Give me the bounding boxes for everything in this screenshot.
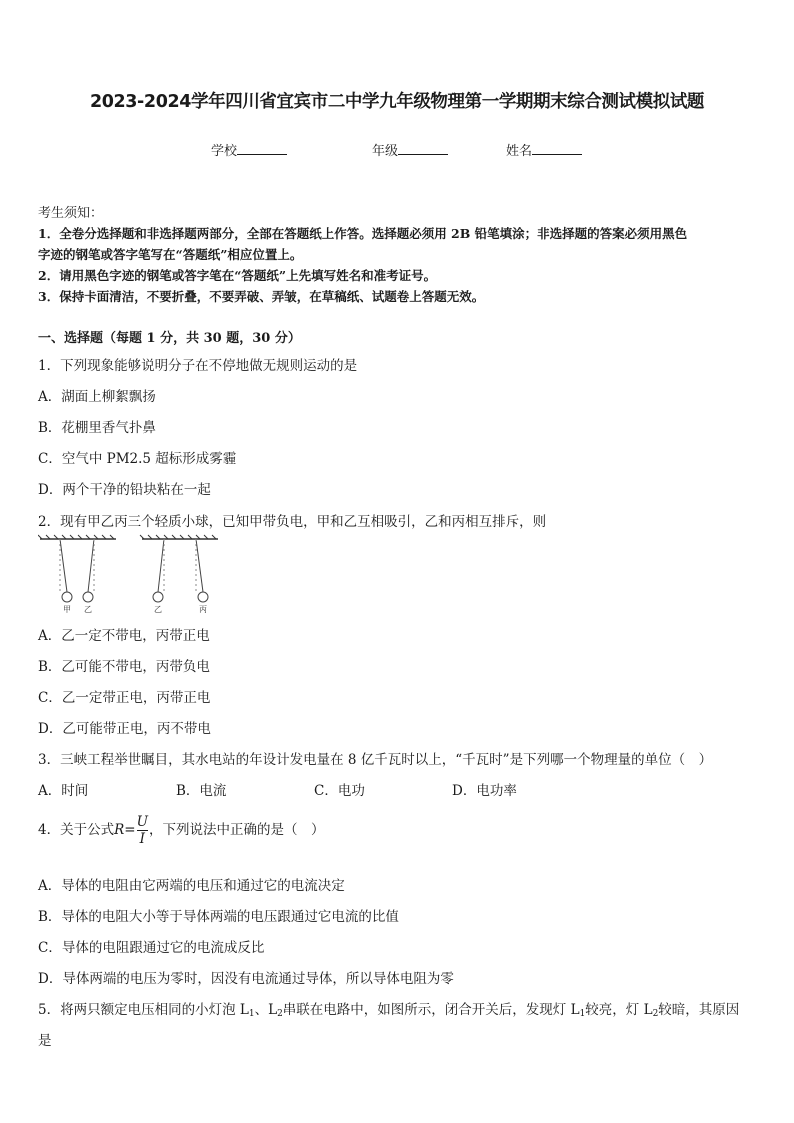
q4-option-b: B．导体的电阻大小等于导体两端的电压跟通过它电流的比值 bbox=[38, 909, 399, 925]
question-4-stem bbox=[38, 814, 324, 847]
q5-subscript: 2 bbox=[652, 1009, 659, 1019]
thread-jia bbox=[60, 539, 67, 592]
grade-blank[interactable] bbox=[398, 141, 448, 155]
q4-stem-prefix: 4．关于公式 bbox=[38, 822, 115, 838]
formula-fraction bbox=[137, 814, 148, 847]
school-field[interactable] bbox=[211, 140, 287, 159]
formula-denominator: I bbox=[139, 831, 145, 847]
grade-label: 年级 bbox=[372, 144, 399, 159]
name-label: 姓名 bbox=[506, 144, 533, 159]
q2-option-c: C．乙一定带正电，丙带正电 bbox=[38, 690, 211, 706]
question-5-stem bbox=[38, 998, 739, 1019]
ball-jia bbox=[62, 592, 72, 602]
question-3-stem: 3．三峡工程举世瞩目，其水电站的年设计发电量在 8 亿千瓦时以上，“千瓦时”是下列哪一个物理量的单位（ ） bbox=[38, 752, 713, 768]
q3-option-a: A．时间 bbox=[38, 783, 89, 799]
q2-option-d: D．乙可能带正电，丙不带电 bbox=[38, 721, 211, 737]
label-jia: 甲 bbox=[63, 605, 71, 614]
q4-option-d: D．导体两端的电压为零时，因没有电流通过导体，所以导体电阻为零 bbox=[38, 971, 454, 987]
ball-yi-left bbox=[83, 592, 93, 602]
q3-option-b: B．电流 bbox=[176, 783, 227, 799]
q3-option-c: C．电功 bbox=[314, 783, 365, 799]
q1-option-b: B．花棚里香气扑鼻 bbox=[38, 420, 156, 436]
thread-yi-right bbox=[158, 539, 164, 592]
label-bing: 丙 bbox=[199, 605, 207, 614]
question-1-stem: 1．下列现象能够说明分子在不停地做无规则运动的是 bbox=[38, 358, 358, 374]
name-blank[interactable] bbox=[532, 141, 582, 155]
left-support bbox=[38, 535, 116, 539]
q4-stem-suffix: ，下列说法中正确的是（ ） bbox=[148, 822, 325, 838]
label-yi-right: 乙 bbox=[154, 605, 162, 614]
notice-line: 2．请用黑色字迹的钢笔或答字笔在“答题纸”上先填写姓名和准考证号。 bbox=[38, 268, 437, 283]
name-field[interactable] bbox=[506, 140, 582, 159]
thread-yi-left bbox=[88, 539, 94, 592]
q1-option-a: A．湖面上柳絮飘扬 bbox=[38, 389, 156, 405]
ball-yi-right bbox=[153, 592, 163, 602]
notice-line: 1．全卷分选择题和非选择题两部分，全部在答题纸上作答。选择题必须用 2B 铅笔填涂；非选择题的答案必须用黑色 bbox=[38, 226, 688, 241]
thread-bing bbox=[196, 539, 203, 592]
q5-text: 较亮，灯 L bbox=[585, 1002, 653, 1018]
q1-option-c: C．空气中 PM2.5 超标形成雾霾 bbox=[38, 451, 237, 467]
q1-option-d: D．两个干净的铅块粘在一起 bbox=[38, 482, 211, 498]
ball-bing bbox=[198, 592, 208, 602]
q5-text: 5．将两只额定电压相同的小灯泡 L bbox=[38, 1002, 249, 1018]
notice-line: 字迹的钢笔或答字笔写在“答题纸”相应位置上。 bbox=[38, 247, 303, 262]
page-title: 2023-2024学年四川省宜宾市二中学九年级物理第一学期期末综合测试模拟试题 bbox=[89, 92, 705, 112]
question-2-stem: 2．现有甲乙丙三个轻质小球，已知甲带负电，甲和乙互相吸引，乙和丙相互排斥，则 bbox=[38, 514, 547, 530]
q5-text: 、L bbox=[254, 1002, 278, 1018]
q4-option-a: A．导体的电阻由它两端的电压和通过它的电流决定 bbox=[38, 878, 345, 894]
section-heading: 一、选择题（每题 1 分，共 30 题，30 分） bbox=[38, 331, 301, 346]
label-yi-left: 乙 bbox=[84, 605, 92, 614]
question-5-stem-line2: 是 bbox=[38, 1033, 52, 1049]
notice-line: 3．保持卡面清洁，不要折叠，不要弄破、弄皱，在草稿纸、试题卷上答题无效。 bbox=[38, 289, 485, 304]
q5-subscript: 1 bbox=[248, 1009, 255, 1019]
q2-option-a: A．乙一定不带电，丙带正电 bbox=[38, 628, 210, 644]
school-blank[interactable] bbox=[237, 141, 287, 155]
q5-subscript: 2 bbox=[277, 1009, 283, 1019]
formula-lhs: R= bbox=[114, 822, 136, 838]
school-label: 学校 bbox=[211, 144, 238, 159]
notice-heading: 考生须知： bbox=[38, 206, 104, 221]
q5-subscript: 1 bbox=[579, 1009, 586, 1019]
q3-option-d: D．电功率 bbox=[452, 783, 517, 799]
formula-numerator: U bbox=[136, 814, 148, 830]
right-support bbox=[140, 535, 218, 539]
q4-option-c: C．导体的电阻跟通过它的电流成反比 bbox=[38, 940, 265, 956]
q5-text: 较暗，其原因 bbox=[658, 1002, 740, 1018]
pendulum-figure bbox=[38, 534, 223, 616]
q5-text: 串联在电路中，如图所示，闭合开关后，发现灯 L bbox=[282, 1002, 580, 1018]
grade-field[interactable] bbox=[372, 140, 448, 159]
q2-option-b: B．乙可能不带电，丙带负电 bbox=[38, 659, 210, 675]
